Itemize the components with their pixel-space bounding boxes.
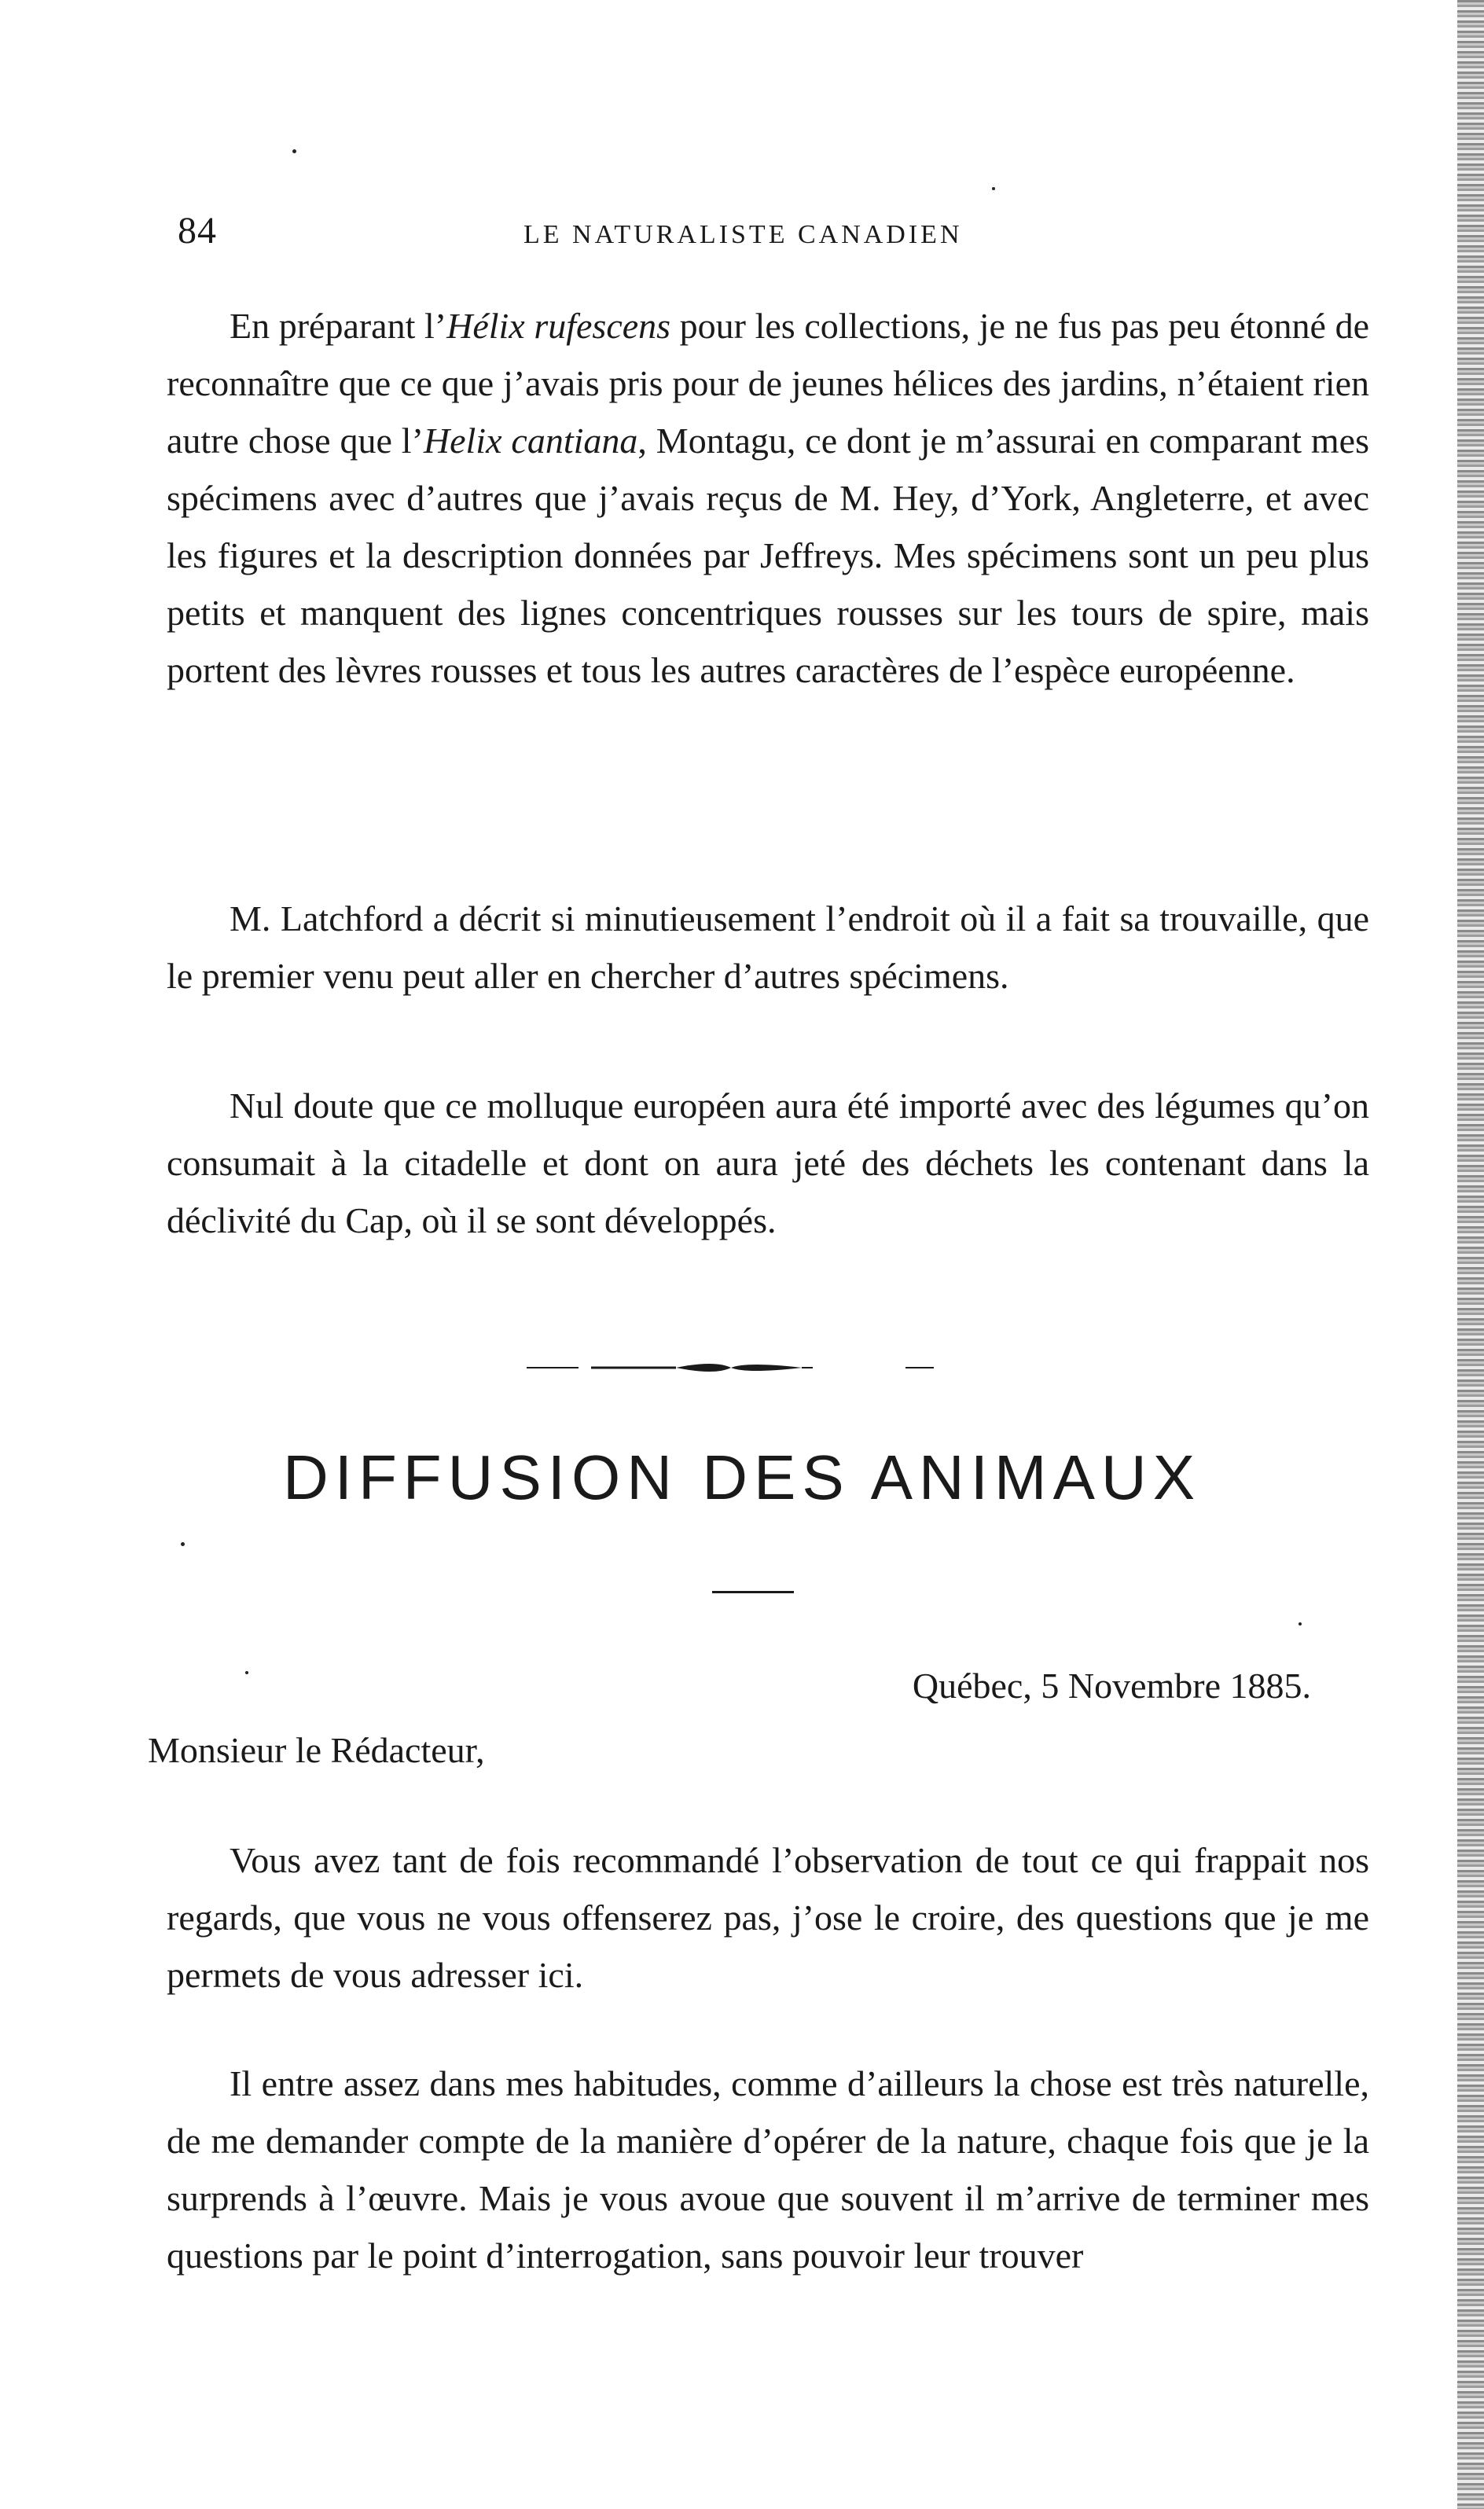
letter-body-cont (167, 2055, 1369, 2284)
paragraph: Il entre assez dans mes habitudes, comme d’ailleurs la chose est très naturelle, de me demander compte de la manière d’opérer de la nature, chaque fois que je la surprends à l’œuvre. Mais je vous avoue que souvent il m’arrive de terminer mes questions par le point d’interrogation, sans pouvoir leur trouver (167, 2063, 1369, 2276)
paragraph: Nul doute que ce molluque européen aura été importé avec des légumes qu’on consumait à la citadelle et dont on aura jeté des déchets les contenant dans la déclivité du Cap, où il se sont développés. (167, 1086, 1369, 1240)
letter-body (167, 1831, 1369, 2004)
title-rule (712, 1591, 794, 1593)
ink-speck (181, 1542, 185, 1546)
article-body-helix-cont (167, 1077, 1369, 1249)
letter-dateline: Québec, 5 Novembre 1885. (912, 1666, 1311, 1706)
page-number: 84 (178, 210, 217, 252)
section-title: DIFFUSION DES ANIMAUX (282, 1442, 1202, 1512)
running-head: LE NATURALISTE CANADIEN (523, 220, 963, 249)
paragraph: M. Latchford a décrit si minutieusement l’endroit où il a fait sa trouvaille, que le premier venu peut aller en chercher d’autres spécimens. (167, 898, 1369, 996)
ink-speck (292, 149, 296, 153)
paragraph: Vous avez tant de fois recommandé l’observation de tout ce qui frappait nos regards, que vous ne vous offenserez pas, j’ose le croire, des questions que je me permets de vous adresser ici. (167, 1840, 1369, 1995)
article-body-helix (167, 297, 1369, 699)
page-edge-shadow (1457, 0, 1484, 2509)
species-name: Hélix rufescens (446, 306, 671, 346)
section-divider-ornament (519, 1354, 943, 1382)
page-header (178, 209, 1372, 264)
species-name: Helix cantiana (423, 421, 638, 461)
paragraph: En préparant l’Hélix rufescens pour les collections, je ne fus pas peu étonné de reconnaître que ce que j’avais pris pour de jeunes hélices des jardins, n’étaient rien autre chose que l’Helix cantiana, Montagu, ce dont je m’assurai en comparant mes spécimens avec d’autres que j’avais reçus de M. Hey, d’York, Angleterre, et avec les figures et la description données par Jeffreys. Mes spécimens sont un peu plus petits et manquent des lignes concentriques rousses sur les tours de spire, mais portent des lèvres rousses et tous les autres caractères de l’espèce européenne. (167, 306, 1369, 690)
ink-speck (992, 187, 995, 190)
letter-salutation: Monsieur le Rédacteur, (148, 1730, 485, 1770)
ink-speck (245, 1671, 248, 1674)
ink-speck (1298, 1622, 1302, 1626)
article-body-helix-cont (167, 890, 1369, 1005)
